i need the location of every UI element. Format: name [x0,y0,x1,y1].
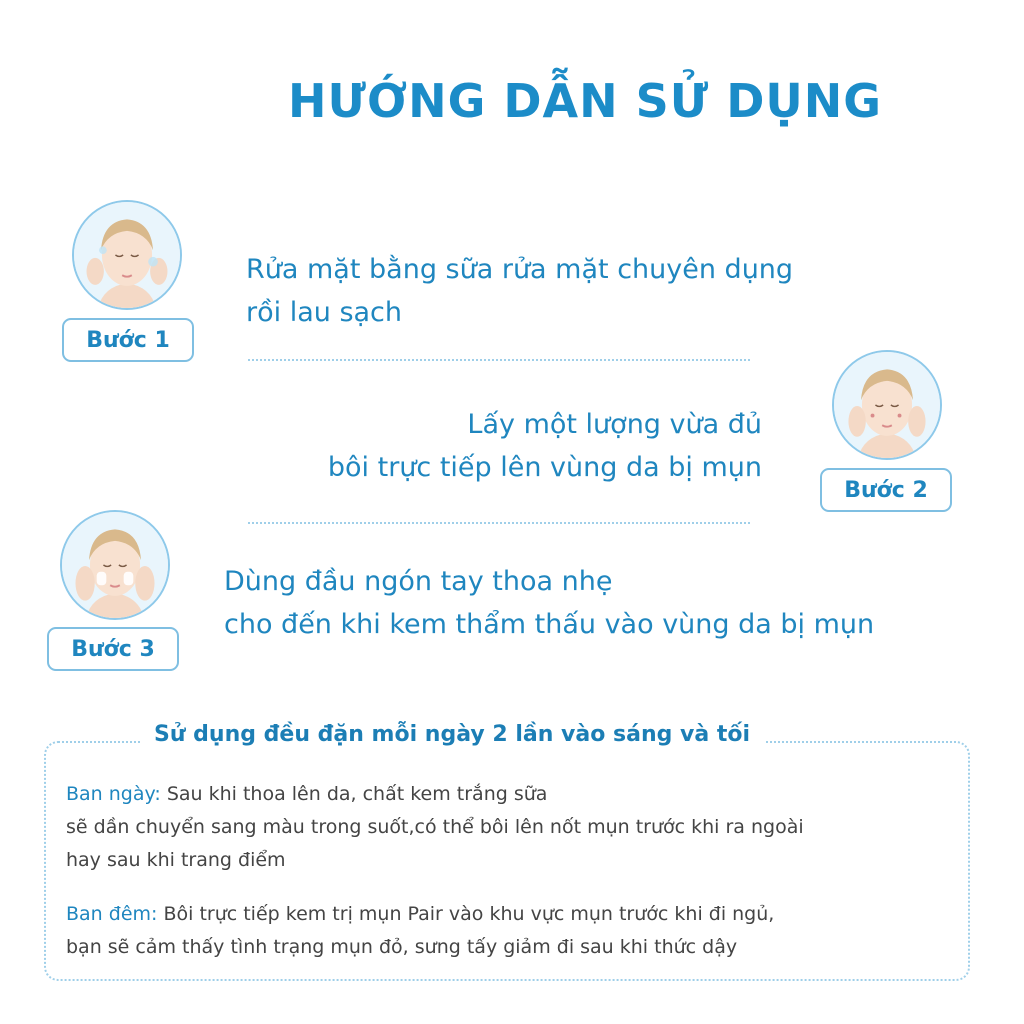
step-3-line-2: cho đến khi kem thẩm thấu vào vùng da bị mụn [224,609,875,640]
step-3-line-1: Dùng đầu ngón tay thoa nhẹ [224,566,613,597]
step-3-text [224,560,874,646]
step-2-badge: Bước 2 [820,468,952,512]
day-usage-line-2: sẽ dần chuyển sang màu trong suốt,có thể bôi lên nốt mụn trước khi ra ngoài [66,816,804,838]
night-usage-text-1: Bôi trực tiếp kem trị mụn Pair vào khu vực mụn trước khi đi ngủ, [157,903,775,925]
step-3-badge: Bước 3 [47,627,179,671]
step-1-line-2: rồi lau sạch [246,297,403,328]
face-illustration-step-3 [60,510,170,620]
day-usage-line-1 [66,778,804,811]
night-usage-line-2: bạn sẽ cảm thấy tình trạng mụn đỏ, sưng tấy giảm đi sau khi thức dậy [66,936,738,958]
step-2-line-1: Lấy một lượng vừa đủ [467,409,762,440]
step-2-text [230,403,762,489]
face-illustration-step-1 [72,200,182,310]
divider-2 [248,522,750,524]
face-illustration-step-2 [832,350,942,460]
step-2-line-2: bôi trực tiếp lên vùng da bị mụn [327,452,762,483]
step-1-text [246,248,793,334]
day-usage-line-3: hay sau khi trang điểm [66,849,286,871]
night-usage-line-1 [66,898,774,931]
usage-info-heading: Sử dụng đều đặn mỗi ngày 2 lần vào sáng và tối [140,722,764,747]
night-usage-label: Ban đêm: [66,903,158,925]
night-usage-paragraph [66,898,774,964]
day-usage-text-1: Sau khi thoa lên da, chất kem trắng sữa [160,783,548,805]
step-1-line-1: Rửa mặt bằng sữa rửa mặt chuyên dụng [246,254,794,285]
page-title: HƯỚNG DẪN SỬ DỤNG [287,74,883,128]
day-usage-paragraph [66,778,804,877]
divider-1 [248,359,750,361]
step-1-badge: Bước 1 [62,318,194,362]
day-usage-label: Ban ngày: [66,783,161,805]
